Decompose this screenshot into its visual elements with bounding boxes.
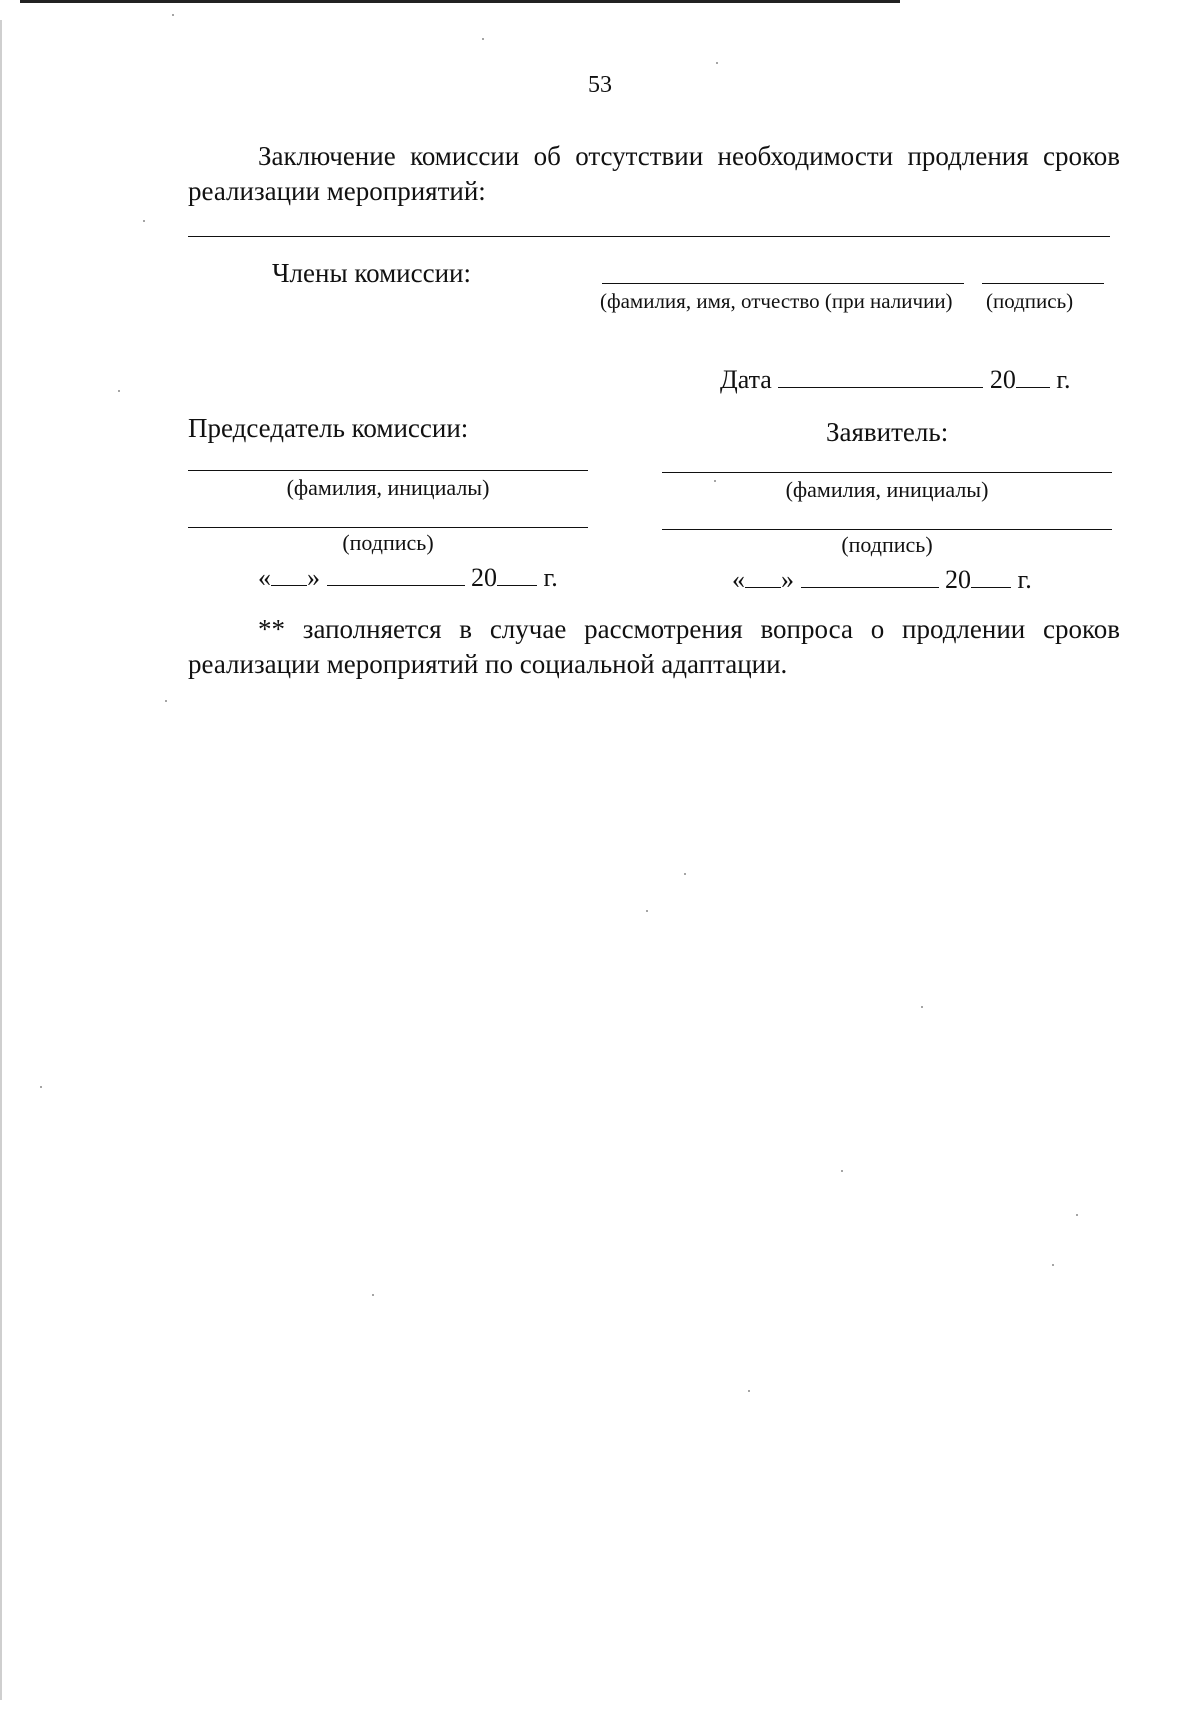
scan-speck <box>40 1086 42 1088</box>
member-signature-fill-line[interactable] <box>982 283 1104 284</box>
applicant-month-fill[interactable] <box>801 563 939 588</box>
footnote-paragraph: ** заполняется в случае рассмотрения вопроса о продлении сроков реализации мероприятий по социальной адаптации. <box>188 614 1120 679</box>
chairman-date-row <box>258 561 558 593</box>
chairman-signature-caption: (подпись) <box>342 530 434 555</box>
scan-border-left <box>0 20 2 1700</box>
scan-speck <box>143 220 145 222</box>
scan-speck <box>684 873 686 875</box>
applicant-date-row <box>732 563 1032 595</box>
chairman-signature-fill-line[interactable] <box>188 527 588 528</box>
page-number: 53 <box>588 72 612 98</box>
date-row <box>720 363 1071 395</box>
member-name-fill-line[interactable] <box>602 283 964 284</box>
applicant-year-suffix: г. <box>1017 565 1032 594</box>
date-year-fill[interactable] <box>1016 363 1050 388</box>
chairman-quote-open: « <box>258 563 271 592</box>
conclusion-fill-line[interactable] <box>188 236 1110 237</box>
applicant-year-fill[interactable] <box>971 563 1011 588</box>
date-year-prefix: 20 <box>989 365 1016 394</box>
chairman-month-fill[interactable] <box>327 561 465 586</box>
applicant-signature-fill-line[interactable] <box>662 529 1112 530</box>
member-name-caption: (фамилия, имя, отчество (при наличии) <box>600 289 953 313</box>
scan-speck <box>165 700 167 702</box>
applicant-name-fill-line[interactable] <box>662 472 1112 473</box>
scan-speck <box>646 910 648 912</box>
scan-speck <box>1052 1264 1054 1266</box>
conclusion-paragraph: Заключение комиссии об отсутствии необходимости продления сроков реализации мероприятий: <box>188 141 1120 206</box>
date-day-month-fill[interactable] <box>778 363 983 388</box>
date-year-suffix: г. <box>1056 365 1071 394</box>
date-label: Дата <box>720 365 772 394</box>
chairman-name-fill-line[interactable] <box>188 470 588 471</box>
scan-speck <box>921 1006 923 1008</box>
members-label: Члены комиссии: <box>272 258 471 288</box>
applicant-signature-caption: (подпись) <box>841 532 933 557</box>
applicant-quote-close: » <box>781 565 794 594</box>
member-signature-caption: (подпись) <box>986 289 1074 313</box>
scan-speck <box>714 480 716 482</box>
applicant-quote-open: « <box>732 565 745 594</box>
applicant-label: Заявитель: <box>826 417 949 447</box>
scan-speck <box>1076 1214 1078 1216</box>
scan-speck <box>748 1390 750 1392</box>
chairman-year-prefix: 20 <box>471 563 497 592</box>
applicant-name-caption: (фамилия, инициалы) <box>785 477 989 502</box>
scan-speck <box>172 14 174 16</box>
scan-speck <box>482 38 484 40</box>
chairman-year-suffix: г. <box>543 563 558 592</box>
scan-border-top <box>20 0 900 3</box>
scan-speck <box>372 1294 374 1296</box>
chairman-name-caption: (фамилия, инициалы) <box>286 475 490 500</box>
scan-speck <box>118 390 120 392</box>
scan-speck <box>716 62 718 64</box>
chairman-label: Председатель комиссии: <box>188 413 469 443</box>
scan-speck <box>841 1170 843 1172</box>
chairman-year-fill[interactable] <box>497 561 537 586</box>
chairman-day-fill[interactable] <box>271 561 307 586</box>
applicant-day-fill[interactable] <box>745 563 781 588</box>
chairman-quote-close: » <box>307 563 320 592</box>
applicant-year-prefix: 20 <box>945 565 971 594</box>
